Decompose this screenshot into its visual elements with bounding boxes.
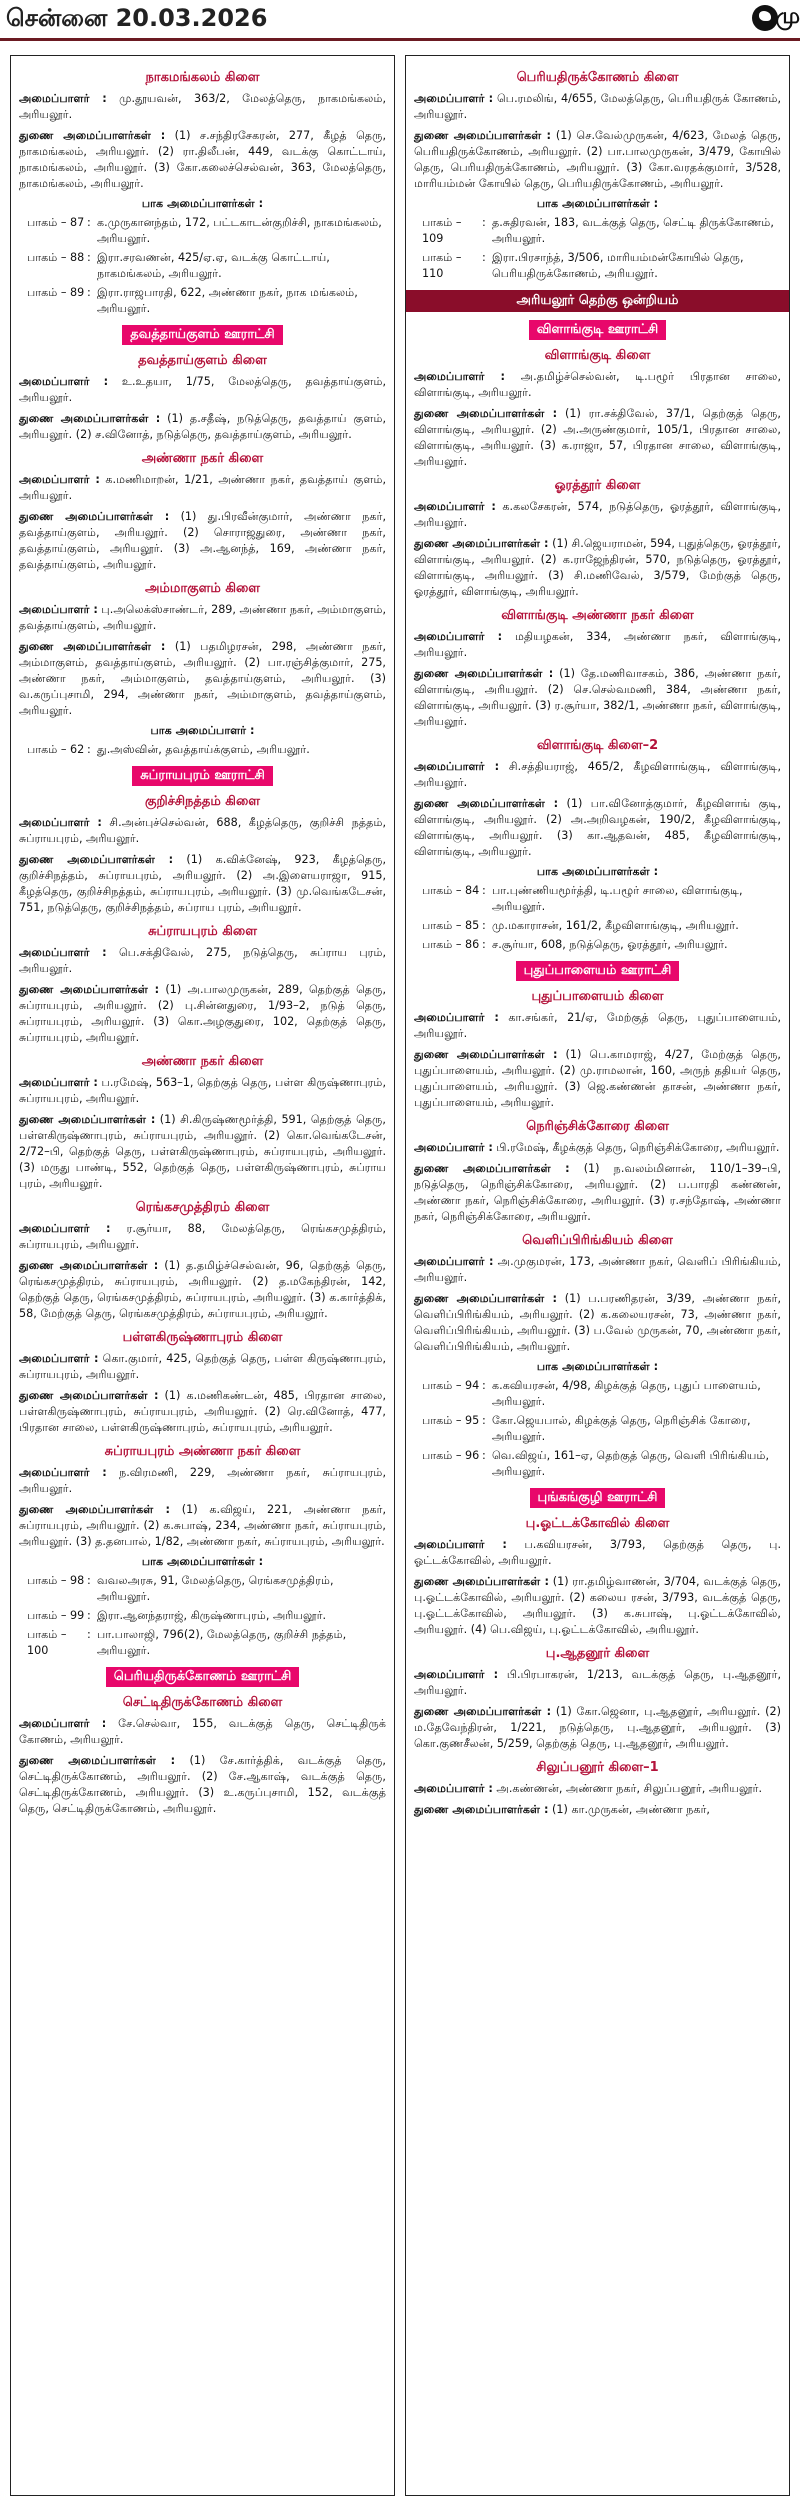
booth-agent-details: க.முருகானந்தம், 172, பட்டகாடன்குறிச்சி, நாகமங்கலம், அரியலூர். xyxy=(97,216,382,245)
booth-number: பாகம் – 110 xyxy=(422,251,462,280)
branch-heading: பெரியதிருக்கோணம் கிளை xyxy=(516,70,679,85)
organizer-details: சி.சத்தியராஜ், 465/2, கீழவிளாங்குடி, விளாங்குடி, அரியலூர். xyxy=(414,760,782,789)
colon-separator: : xyxy=(87,743,91,756)
booth-agent-details: த.சுதிரவன், 183, வடக்குத் தெரு, செட்டி திருக்கோணம், அரியலூர். xyxy=(492,216,774,245)
organizer-role-label: துணை அமைப்பாளர்கள் : xyxy=(19,510,170,523)
branch-heading: நெரிஞ்சிக்கோரை கிளை xyxy=(526,1119,669,1134)
booth-number: பாகம் – 84 xyxy=(422,884,480,897)
organizer-entry xyxy=(414,1010,781,1042)
organizer-details: (1) து.பிரவீன்குமார், அண்ணா நகர், தவத்தாய்குளம், அரியலூர். (2) சொராஜதுரை, அண்ணா நகர், தவத்தாய்குளம், அரியலூர். (3) அ.ஆனந்த், 169, அண்ணா நகர், தவத்தாய்குளம், அரியலூர். xyxy=(19,510,386,571)
organizer-details: (1) பெ.காமராஜ், 4/27, மேற்குத் தெரு, புதுப்பாளையம், அரியலூர். (2) மு.ராமலான், 160, அருந் ததியர் தெரு, புதுப்பாளையம், அரியலூர். (3) ஜெ.கண்ணன் தாசன், அண்ணா நகர், புதுப்பாளையம், அரியலூர். xyxy=(414,1048,781,1109)
organizer-entry xyxy=(19,1753,386,1817)
booth-number: பாகம் – 89 xyxy=(27,286,85,299)
booth-agent-details: மு.மகாராசன், 161/2, கீழவிளாங்குடி, அரியலூர். xyxy=(492,919,739,932)
organizer-role-label: துணை அமைப்பாளர்கள் : xyxy=(414,1575,549,1588)
organizer-details: மதியழகன், 334, அண்ணா நகர், விளாங்குடி, அரியலூர். xyxy=(414,630,781,659)
organizer-role-label: துணை அமைப்பாளர்கள் : xyxy=(19,1259,159,1272)
organizer-entry xyxy=(19,472,386,504)
organizer-entry xyxy=(19,1502,386,1550)
union-heading: அரியலூர் தெற்கு ஒன்றியம் xyxy=(406,290,789,312)
booth-agent-details: பா.பாலாஜி, 796(2), மேலத்தெரு, குறிச்சி நத்தம், அரியலூர். xyxy=(97,1628,347,1657)
booth-agent-details: இரா.ராஜபாரதி, 622, அண்ணா நகர், நாக மங்கலம், அரியலூர். xyxy=(97,286,358,315)
organizer-details: (1) க.விஜய், 221, அண்ணா நகர், சுப்ராயபுரம், அரியலூர். (2) க.சுபாஷ், 234, அண்ணா நகர், சுப்ராயபுரம், அரியலூர். (3) த.தனபால், 1/82, அண்ணா நகர், சுப்ராயபுரம், அரியலூர். xyxy=(19,1503,386,1548)
organizer-entry xyxy=(19,815,386,847)
edition-date: சென்னை 20.03.2026 xyxy=(6,4,268,32)
organizer-entry xyxy=(414,406,781,470)
left-column xyxy=(10,55,395,2496)
organizer-details: (1) தே.மணிவாசகம், 386, அண்ணா நகர், விளாங்குடி, அரியலூர். (2) செ.செல்வமணி, 384, அண்ணா நகர், விளாங்குடி, அரியலூர். (3) ர.சூர்யா, 382/1, அண்ணா நகர், விளாங்குடி, அரியலூர். xyxy=(414,667,781,728)
branch-heading: அம்மாகுளம் கிளை xyxy=(144,581,261,596)
organizer-entry xyxy=(19,945,386,977)
booth-number: பாகம் – 98 xyxy=(27,1574,85,1587)
organizer-entry xyxy=(19,852,386,916)
organizer-entry xyxy=(414,796,781,860)
booth-agents-heading: பாக அமைப்பாளர்கள் : xyxy=(141,197,264,210)
organizer-details: (1) த.தமிழ்ச்செல்வன், 96, தெற்குத் தெரு, ரெங்கசமுத்திரம், சுப்ராயபுரம், அரியலூர். (2) த.மகேந்திரன், 142, தெற்குத் தெரு, ரெங்கசமுத்திரம், சுப்ராயபுரம், அரியலூர். (3) க.கார்த்திக், 58, மேற்குத் தெரு, ரெங்கசமுத்திரம், சுப்ராயபுரம், அரியலூர். xyxy=(19,1259,386,1320)
booth-number: பாகம் – 87 xyxy=(27,216,85,229)
branch-heading: ரெங்கசமுத்திரம் கிளை xyxy=(135,1200,270,1215)
branch-heading: சுப்ராயபுரம் கிளை xyxy=(148,924,257,939)
organizer-details: ந.விரமணி, 229, அண்ணா நகர், சுப்ராயபுரம், அரியலூர். xyxy=(19,1466,386,1495)
booth-row xyxy=(19,1573,386,1605)
booth-agent-details: ச.சூர்யா, 608, நடுத்தெரு, ஓரத்தூர், அரியலூர். xyxy=(492,938,728,951)
organizer-details: (1) ரா.சக்திவேல், 37/1, தெற்குத் தெரு, விளாங்குடி, அரியலூர். (2) அ.அருண்குமார், 105/1, பிரதான சாலை, விளாங்குடி, அரியலூர். (3) க.ராஜா, 57, பிரதான சாலை, விளாங்குடி, அரியலூர். xyxy=(414,407,781,468)
organizer-role-label: அமைப்பாளர் : xyxy=(414,1782,493,1795)
organizer-entry xyxy=(414,128,781,192)
organizer-entry xyxy=(414,91,781,123)
organizer-role-label: அமைப்பாளர் : xyxy=(414,1538,507,1551)
organizer-entry xyxy=(414,629,781,661)
booth-agent-details: இரா.ஆனந்தராஜ், கிருஷ்ணாபுரம், அரியலூர். xyxy=(97,1609,327,1622)
branch-heading: வெளிப்பிரிங்கியம் கிளை xyxy=(522,1233,673,1248)
organizer-role-label: அமைப்பாளர் : xyxy=(414,760,500,773)
booth-row xyxy=(19,250,386,282)
colon-separator: : xyxy=(482,938,486,951)
organizer-entry xyxy=(19,1716,386,1748)
booth-row xyxy=(414,1413,781,1445)
organizer-role-label: அமைப்பாளர் : xyxy=(19,946,107,959)
organizer-details: அ.கண்ணன், அண்ணா நகர், சிலுப்பனூர், அரியலூர். xyxy=(492,1782,763,1795)
booth-agent-details: து.அஸ்வின், தவத்தாய்க்குளம், அரியலூர். xyxy=(97,743,310,756)
organizer-entry xyxy=(19,91,386,123)
branch-heading: சிலுப்பனூர் கிளை–1 xyxy=(536,1760,659,1775)
organizer-entry xyxy=(19,128,386,192)
organizer-role-label: துணை அமைப்பாளர்கள் : xyxy=(414,537,549,550)
organizer-role-label: அமைப்பாளர் : xyxy=(414,630,503,643)
organizer-details: ப.ரமேஷ், 563–1, தெற்குத் தெரு, பள்ள கிருஷ்ணாபுரம், சுப்ராயபுரம், அரியலூர். xyxy=(19,1076,386,1105)
organizer-entry xyxy=(414,1781,781,1797)
organizer-entry xyxy=(414,759,781,791)
organizer-entry xyxy=(414,1291,781,1355)
booth-row xyxy=(414,883,781,915)
organizer-entry xyxy=(414,1802,781,1818)
organizer-details: (1) சே.கார்த்திக், வடக்குத் தெரு, செட்டிதிருக்கோணம், அரியலூர். (2) சே.ஆகாஷ், வடக்குத் தெரு, செட்டிதிருக்கோணம், அரியலூர். (3) உ.கருப்புசாமி, 152, வடக்குத் தெரு, செட்டிதிருக்கோணம், அரியலூர். xyxy=(19,1754,386,1815)
organizer-entry xyxy=(414,1704,781,1752)
organizer-role-label: துணை அமைப்பாளர்கள் : xyxy=(19,1503,170,1516)
village-panchayat-heading: சுப்ராயபுரம் ஊராட்சி xyxy=(132,766,273,786)
organizer-entry xyxy=(19,411,386,443)
organizer-details: ப.கவியரசன், 3/793, தெற்குத் தெரு, பு. ஓட்டக்கோவில், அரியலூர். xyxy=(414,1538,781,1567)
village-panchayat-heading: புங்கங்குழி ஊராட்சி xyxy=(530,1488,666,1508)
colon-separator: : xyxy=(482,884,486,897)
organizer-details: (1) க.விக்னேஷ், 923, கீழத்தெரு, குறிச்சிநத்தம், சுப்ராயபுரம், அரியலூர். (2) அ.இளையராஜா, 915, கீழத்தெரு, குறிச்சிநத்தம், சுப்ராயபுரம், அரியலூர். (3) மு.வெங்கடேசன், 751, நடுத்தெரு, குறிச்சிநத்தம், சுப்ராய புரம், அரியலூர். xyxy=(19,853,386,914)
organizer-details: (1) ப.பரணிதரன், 3/39, அண்ணா நகர், வெளிப்பிரிங்கியம், அரியலூர். (2) க.கலையரசன், 73, அண்ணா நகர், வெளிப்பிரிங்கியம், அரியலூர். (3) ப.வேல் முருகன், 70, அண்ணா நகர், வெளிப்பிரிங்கியம், அரியலூர். xyxy=(414,1292,782,1353)
branch-heading: விளாங்குடி அண்ணா நகர் கிளை xyxy=(501,608,694,623)
organizer-role-label: துணை அமைப்பாளர்கள் : xyxy=(19,1389,159,1402)
organizer-entry xyxy=(414,369,781,401)
organizer-details: (1) கோ.ஜெனா, பு.ஆதனூர், அரியலூர். (2) ம.தேவேந்திரன், 1/221, நடுத்தெரு, பு.ஆதனூர், அரியலூர். (3) கொ.குணசீலன், 5/259, தெற்குத் தெரு, பு.ஆதனூர், அரியலூர். xyxy=(414,1705,781,1750)
organizer-role-label: துணை அமைப்பாளர்கள் : xyxy=(19,853,174,866)
organizer-role-label: அமைப்பாளர் : xyxy=(19,1717,107,1730)
organizer-entry xyxy=(19,1388,386,1436)
organizer-details: (1) ரா.தமிழ்வாணன், 3/704, வடக்குத் தெரு, பு.ஓட்டக்கோவில், அரியலூர். (2) கலைய ரசன், 3/793, வடக்குத் தெரு, பு.ஓட்டக்கோவில், அரியலூர். (3) க.சுபாஷ், பு.ஓட்டக்கோவில், அரியலூர். (4) பெ.விஜய், பு.ஓட்டக்கோவில், அரியலூர். xyxy=(414,1575,782,1636)
organizer-role-label: அமைப்பாளர் : xyxy=(19,816,102,829)
booth-agents-heading: பாக அமைப்பாளர்கள் : xyxy=(536,1360,659,1373)
organizer-details: சே.செல்வா, 155, வடக்குத் தெரு, செட்டிதிருக் கோணம், அரியலூர். xyxy=(19,1717,386,1746)
organizer-details: (1) ச.சந்திரசேகரன், 277, கீழத் தெரு, நாகமங்கலம், அரியலூர். (2) ரா.திலீபன், 449, வடக்கு கொட்டாய், நாகமங்கலம், அரியலூர். (3) கோ.கலைச்செல்வன், 363, மேலத்தெரு, நாகமங்கலம், அரியலூர். xyxy=(19,129,387,190)
colon-separator: : xyxy=(87,1609,91,1622)
village-panchayat-heading: புதுப்பாளையம் ஊராட்சி xyxy=(516,961,680,981)
booth-number: பாகம் – 96 xyxy=(422,1449,480,1462)
organizer-role-label: துணை அமைப்பாளர்கள் : xyxy=(414,1803,549,1816)
organizer-details: அ.முகுமரன், 173, அண்ணா நகர், வெளிப் பிரிங்கியம், அரியலூர். xyxy=(414,1255,781,1284)
organizer-role-label: துணை அமைப்பாளர்கள் : xyxy=(414,797,559,810)
organizer-role-label: அமைப்பாளர் : xyxy=(19,473,100,486)
village-panchayat-heading: பெரியதிருக்கோணம் ஊராட்சி xyxy=(106,1667,300,1687)
organizer-entry xyxy=(414,1254,781,1286)
booth-row xyxy=(414,215,781,247)
organizer-role-label: அமைப்பாளர் : xyxy=(19,603,98,616)
organizer-details: பெ.சக்திவேல், 275, நடுத்தெரு, சுப்ராய புரம், அரியலூர். xyxy=(19,946,387,975)
booth-agent-details: வெ.விஜய், 161–ஏ, தெற்குத் தெரு, வெளி பிரிங்கியம், அரியலூர். xyxy=(492,1449,770,1478)
organizer-details: பெ.ரமலிங், 4/655, மேலத்தெரு, பெரியதிருக் கோணம், அரியலூர். xyxy=(414,92,782,121)
header-corner-text: மு xyxy=(775,4,800,29)
organizer-details: (1) கா.முருகன், அண்ணா நகர், xyxy=(548,1803,710,1816)
organizer-entry xyxy=(414,499,781,531)
organizer-details: கொ.குமார், 425, தெற்குத் தெரு, பள்ள கிருஷ்ணாபுரம், சுப்ராயபுரம், அரியலூர். xyxy=(19,1352,386,1381)
organizer-role-label: துணை அமைப்பாளர்கள் : xyxy=(19,129,166,142)
organizer-details: (1) க.மணிகண்டன், 485, பிரதான சாலை, பள்ளகிருஷ்ணாபுரம், சுப்ராயபுரம், அரியலூர். (2) ரெ.வினோத், 477, பிரதான சாலை, பள்ளகிருஷ்ணாபுரம், சுப்ராயபுரம், அரியலூர். xyxy=(19,1389,387,1434)
organizer-role-label: அமைப்பாளர் : xyxy=(19,1222,111,1235)
booth-agents-heading: பாக அமைப்பாளர் : xyxy=(150,724,255,737)
organizer-role-label: துணை அமைப்பாளர்கள் : xyxy=(19,640,166,653)
branch-heading: நாகமங்கலம் கிளை xyxy=(145,70,260,85)
booth-number: பாகம் – 85 xyxy=(422,919,480,932)
branch-heading: தவத்தாய்குளம் கிளை xyxy=(138,353,267,368)
organizer-role-label: அமைப்பாளர் : xyxy=(414,500,496,513)
colon-separator: : xyxy=(482,216,486,229)
organizer-role-label: துணை அமைப்பாளர்கள் : xyxy=(19,1113,156,1126)
organizer-role-label: அமைப்பாளர் : xyxy=(414,92,494,105)
organizer-details: அ.தமிழ்ச்செல்வன், டி.பழூர் பிரதான சாலை, விளாங்குடி, அரியலூர். xyxy=(414,370,782,399)
booth-number: பாகம் – 86 xyxy=(422,938,480,951)
branch-heading: அண்ணா நகர் கிளை xyxy=(141,451,264,466)
organizer-role-label: அமைப்பாளர் : xyxy=(414,1141,493,1154)
booth-agents-heading: பாக அமைப்பாளர்கள் : xyxy=(141,1555,264,1568)
booth-agents-heading: பாக அமைப்பாளர்கள் : xyxy=(536,197,659,210)
organizer-role-label: அமைப்பாளர் : xyxy=(414,1011,499,1024)
organizer-details: க.கலசேகரன், 574, நடுத்தெரு, ஓரத்தூர், விளாங்குடி, அரியலூர். xyxy=(414,500,782,529)
booth-number: பாகம் – 62 xyxy=(27,743,85,756)
booth-number: பாகம் – 95 xyxy=(422,1414,480,1427)
organizer-entry xyxy=(19,639,386,719)
booth-agent-details: கோ.ஜெயபால், கிழக்குத் தெரு, நெரிஞ்சிக் கோரை, அரியலூர். xyxy=(492,1414,751,1443)
branch-heading: அண்ணா நகர் கிளை xyxy=(141,1054,264,1069)
organizer-entry xyxy=(19,1351,386,1383)
village-panchayat-heading: தவத்தாய்குளம் ஊராட்சி xyxy=(122,325,282,345)
branch-heading: பு.ஆதனூர் கிளை xyxy=(545,1646,650,1661)
right-column xyxy=(405,55,790,2496)
organizer-entry xyxy=(19,1112,386,1192)
booth-agent-details: வவலஅரசு, 91, மேலத்தெரு, ரெங்கசமுத்திரம், அரியலூர். xyxy=(97,1574,334,1603)
organizer-role-label: துணை அமைப்பாளர்கள் : xyxy=(414,129,552,142)
organizer-role-label: அமைப்பாளர் : xyxy=(414,1668,499,1681)
colon-separator: : xyxy=(482,1414,486,1427)
organizer-details: (1) சி.கிருஷ்ணமூர்த்தி, 591, தெற்குத் தெரு, பள்ளகிருஷ்ணாபுரம், சுப்ராயபுரம், அரியலூர். (2) கொ.வெங்கடேசன், 2/72–பி, தெற்குத் தெரு, பள்ளகிருஷ்ணாபுரம், சுப்ராயபுரம், அரியலூர். (3) மருது பாண்டி, 552, தெற்குத் தெரு, பள்ளகிருஷ்ணாபுரம், சுப்ராய புரம், அரியலூர். xyxy=(19,1113,386,1190)
organizer-role-label: துணை அமைப்பாளர்கள் : xyxy=(19,1754,176,1767)
colon-separator: : xyxy=(482,1449,486,1462)
colon-separator: : xyxy=(87,1574,91,1587)
organizer-entry xyxy=(19,374,386,406)
article-columns xyxy=(10,55,790,2496)
organizer-entry xyxy=(19,509,386,573)
organizer-role-label: அமைப்பாளர் : xyxy=(19,1352,99,1365)
organizer-entry xyxy=(414,1574,781,1638)
village-panchayat-heading: விளாங்குடி ஊராட்சி xyxy=(529,320,666,340)
colon-separator: : xyxy=(482,1379,486,1392)
organizer-role-label: அமைப்பாளர் : xyxy=(19,92,107,105)
organizer-role-label: துணை அமைப்பாளர்கள் : xyxy=(414,1162,570,1175)
booth-row xyxy=(414,1448,781,1480)
organizer-details: (1) சி.ஜெயராமன், 594, புதுத்தெரு, ஓரத்தூர், விளாங்குடி, அரியலூர். (2) க.ராஜேந்திரன், 570, நடுத்தெரு, ஓரத்தூர், விளாங்குடி, அரியலூர். (3) சி.மணிவேல், 3/579, மேற்குத் தெரு, ஓரத்தூர், விளாங்குடி, அரியலூர். xyxy=(414,537,781,598)
booth-row xyxy=(414,250,781,282)
organizer-details: கா.சங்கர், 21/ஏ, மேற்குத் தெரு, புதுப்பாளையம், அரியலூர். xyxy=(414,1011,782,1040)
organizer-role-label: அமைப்பாளர் : xyxy=(19,375,109,388)
colon-separator: : xyxy=(87,1628,91,1641)
booth-agent-details: க.கவியரசன், 4/98, கிழக்குத் தெரு, புதுப் பாளையம், அரியலூர். xyxy=(492,1379,761,1408)
colon-separator: : xyxy=(482,919,486,932)
organizer-role-label: அமைப்பாளர் : xyxy=(19,1076,98,1089)
colon-separator: : xyxy=(87,216,91,229)
organizer-role-label: அமைப்பாளர் : xyxy=(414,1255,494,1268)
booth-row xyxy=(414,918,781,934)
booth-agents-heading: பாக அமைப்பாளர்கள் : xyxy=(536,865,659,878)
organizer-details: மு.தூயவன், 363/2, மேலத்தெரு, நாகமங்கலம், அரியலூர். xyxy=(19,92,387,121)
organizer-entry xyxy=(414,536,781,600)
branch-heading: பள்ளகிருஷ்ணாபுரம் கிளை xyxy=(122,1330,283,1345)
organizer-details: (1) த.சதீஷ், நடுத்தெரு, தவத்தாய் குளம், அரியலூர். (2) ச.வினோத், நடுத்தெரு, தவத்தாய்குளம், அரியலூர். xyxy=(19,412,387,441)
organizer-role-label: துணை அமைப்பாளர்கள் : xyxy=(414,407,558,420)
organizer-entry xyxy=(414,1140,781,1156)
organizer-entry xyxy=(414,666,781,730)
branch-heading: செட்டிதிருக்கோணம் கிளை xyxy=(122,1695,283,1710)
booth-row xyxy=(19,215,386,247)
party-logo-icon xyxy=(752,5,778,31)
booth-agent-details: இரா.பிரசாந்த், 3/506, மாரியம்மன்கோயில் தெரு, பெரியதிருக்கோணம், அரியலூர். xyxy=(492,251,744,280)
organizer-entry xyxy=(414,1047,781,1111)
booth-row xyxy=(414,937,781,953)
branch-heading: ஓரத்தூர் கிளை xyxy=(554,478,641,493)
organizer-role-label: துணை அமைப்பாளர்கள் : xyxy=(414,667,554,680)
colon-separator: : xyxy=(87,286,91,299)
booth-row xyxy=(19,285,386,317)
organizer-details: பி.ரமேஷ், கீழக்குத் தெரு, நெரிஞ்சிக்கோரை, அரியலூர். xyxy=(492,1141,780,1154)
colon-separator: : xyxy=(482,251,486,264)
organizer-role-label: துணை அமைப்பாளர்கள் : xyxy=(19,412,161,425)
booth-number: பாகம் – 88 xyxy=(27,251,85,264)
organizer-entry xyxy=(19,602,386,634)
booth-row xyxy=(19,742,386,758)
organizer-role-label: அமைப்பாளர் : xyxy=(414,370,506,383)
booth-agent-details: இரா.சரவணன், 425/ஏ.ஏ, வடக்கு கொட்டாய், நாகமங்கலம், அரியலூர். xyxy=(97,251,330,280)
organizer-details: பு.அலெக்ஸ்சாண்டர், 289, அண்ணா நகர், அம்மாகுளம், தவத்தாய்குளம், அரியலூர். xyxy=(19,603,387,632)
organizer-entry xyxy=(19,1465,386,1497)
organizer-entry xyxy=(414,1537,781,1569)
colon-separator: : xyxy=(87,251,91,264)
organizer-details: உ.உதயா, 1/75, மேலத்தெரு, தவத்தாய்குளம், அரியலூர். xyxy=(19,375,387,404)
organizer-details: க.மணிமாறன், 1/21, அண்ணா நகர், தவத்தாய் குளம், அரியலூர். xyxy=(19,473,387,502)
organizer-details: ர.சூர்யா, 88, மேலத்தெரு, ரெங்கசமுத்திரம், சுப்ராயபுரம், அரியலூர். xyxy=(19,1222,387,1251)
branch-heading: பு.ஓட்டக்கோவில் கிளை xyxy=(525,1516,670,1531)
organizer-details: பி.பிரபாகரன், 1/213, வடக்குத் தெரு, பு.ஆதனூர், அரியலூர். xyxy=(414,1668,781,1697)
booth-row xyxy=(19,1608,386,1624)
branch-heading: குறிச்சிநத்தம் கிளை xyxy=(145,794,260,809)
booth-number: பாகம் – 109 xyxy=(422,216,462,245)
booth-agent-details: பா.புண்ணியமூர்த்தி, டி.பழூர் சாலை, விளாங்குடி, அரியலூர். xyxy=(492,884,743,913)
organizer-role-label: துணை அமைப்பாளர்கள் : xyxy=(414,1705,552,1718)
organizer-details: சி.அன்புச்செல்வன், 688, கீழத்தெரு, குறிச்சி நத்தம், சுப்ராயபுரம், அரியலூர். xyxy=(19,816,387,845)
branch-heading: புதுப்பாளையம் கிளை xyxy=(531,989,664,1004)
branch-heading: விளாங்குடி கிளை–2 xyxy=(536,738,659,753)
organizer-entry xyxy=(414,1667,781,1699)
organizer-details: (1) ந.வலம்மினான், 110/1–39–பி, நடுத்தெரு, நெரிஞ்சிக்கோரை, அரியலூர். (2) ப.பாரதி கண்ணன், அண்ணா நகர், நெரிஞ்சிக்கோரை, அரியலூர். (3) ர.சந்தோஷ், அண்ணா நகர், நெரிஞ்சிக்கோரை, அரியலூர். xyxy=(414,1162,782,1223)
organizer-entry xyxy=(19,1075,386,1107)
booth-number: பாகம் – 99 xyxy=(27,1609,85,1622)
page-header xyxy=(0,0,800,41)
organizer-role-label: அமைப்பாளர் : xyxy=(19,1466,107,1479)
organizer-details: (1) செ.வேல்முருகன், 4/623, மேலத் தெரு, பெரியதிருக்கோணம், அரியலூர். (2) பா.பாலமுருகன், 3/479, கோயில் தெரு, பெரியதிருக்கோணம், அரியலூர். (3) கோ.வரதக்குமார், 3/528, மாரியம்மன் கோயில் தெரு, பெரியதிருக்கோணம், அரியலூர். xyxy=(414,129,782,190)
organizer-role-label: துணை அமைப்பாளர்கள் : xyxy=(19,983,160,996)
organizer-role-label: துணை அமைப்பாளர்கள் : xyxy=(414,1292,557,1305)
booth-number: பாகம் – 94 xyxy=(422,1379,480,1392)
organizer-entry xyxy=(19,982,386,1046)
organizer-entry xyxy=(19,1221,386,1253)
booth-row xyxy=(19,1627,386,1659)
organizer-details: (1) பா.வினோத்குமார், கீழவிளாங் குடி, விளாங்குடி, அரியலூர். (2) அ.அறிவழகன், 190/2, கீழவிளாங்குடி, விளாங்குடி, அரியலூர். (3) கா.ஆதவன், 485, கீழவிளாங்குடி, விளாங்குடி, அரியலூர். xyxy=(414,797,781,858)
organizer-entry xyxy=(414,1161,781,1225)
organizer-details: (1) அ.பாலமுருகன், 289, தெற்குத் தெரு, சுப்ராயபுரம், அரியலூர். (2) பு.சின்னதுரை, 1/93–2, நடுத் தெரு, சுப்ராயபுரம், அரியலூர். (3) கொ.அழகுதுரை, 102, தெற்குத் தெரு, சுப்ராயபுரம், அரியலூர். xyxy=(19,983,386,1044)
branch-heading: சுப்ராயபுரம் அண்ணா நகர் கிளை xyxy=(104,1444,301,1459)
branch-heading: விளாங்குடி கிளை xyxy=(544,348,651,363)
organizer-entry xyxy=(19,1258,386,1322)
organizer-details: (1) பதமிழரசன், 298, அண்ணா நகர், அம்மாகுளம், தவத்தாய்குளம், அரியலூர். (2) பா.ரஞ்சித்குமார், 275, அண்ணா நகர், அம்மாகுளம், தவத்தாய்குளம், அரியலூர். (3) வ.கருப்புசாமி, 294, அண்ணா நகர், அம்மாகுளம், தவத்தாய்குளம், அரியலூர். xyxy=(19,640,387,717)
booth-row xyxy=(414,1378,781,1410)
organizer-role-label: துணை அமைப்பாளர்கள் : xyxy=(414,1048,558,1061)
booth-number: பாகம் – 100 xyxy=(27,1628,67,1657)
